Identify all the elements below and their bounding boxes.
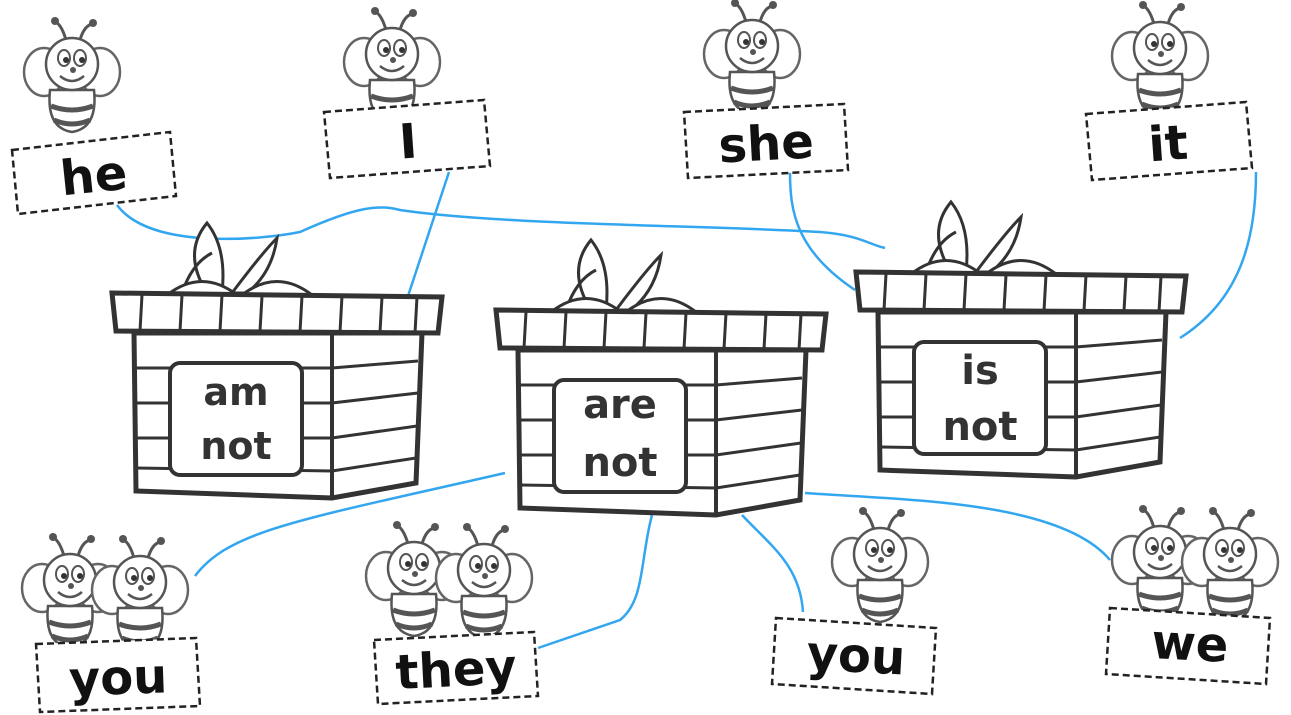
bee-icon <box>1112 1 1208 116</box>
pronoun-card-you-1[interactable] <box>22 533 200 712</box>
box-label-line2: not <box>942 404 1018 450</box>
box-is-not <box>856 202 1186 477</box>
pronoun-card-we[interactable] <box>1106 505 1278 684</box>
bee-icon <box>436 523 532 638</box>
connector-i-am-not <box>408 172 449 296</box>
pronoun-card-she[interactable] <box>684 0 848 178</box>
box-label-line1: am <box>203 370 269 414</box>
connector-it-is-not <box>1180 172 1256 338</box>
pronoun-label: we <box>1150 614 1230 674</box>
pronoun-label: she <box>717 113 816 175</box>
box-are-not <box>496 240 826 515</box>
bee-icon <box>24 17 120 132</box>
bee-icon <box>1182 507 1278 622</box>
pronoun-label: you <box>67 648 169 708</box>
pronoun-label: you <box>805 625 907 687</box>
pronoun-label: I <box>397 113 420 171</box>
bee-icon <box>832 507 928 622</box>
pronoun-card-you-2[interactable] <box>772 507 936 694</box>
connector-they-are-not <box>538 515 652 648</box>
box-am-not <box>112 223 442 498</box>
gift-box-icon <box>496 240 826 515</box>
box-label-line2: not <box>200 424 272 468</box>
connector-you2-are-not <box>742 515 803 612</box>
pronoun-label: they <box>394 638 518 702</box>
box-label-line2: not <box>582 440 658 486</box>
bee-icon <box>92 535 188 650</box>
pronoun-card-they[interactable] <box>366 521 538 704</box>
gift-box-icon <box>856 202 1186 477</box>
pronoun-card-i[interactable] <box>324 7 490 178</box>
box-label-line1: are <box>583 382 657 428</box>
pronoun-card-he[interactable] <box>12 17 176 214</box>
box-label-line1: is <box>961 348 999 394</box>
connector-he-is-not <box>117 205 885 248</box>
pronoun-label: he <box>57 144 130 208</box>
pronoun-card-it[interactable] <box>1086 1 1252 180</box>
gift-box-icon <box>112 223 442 498</box>
pronoun-label: it <box>1146 114 1190 174</box>
bee-icon <box>704 0 800 114</box>
